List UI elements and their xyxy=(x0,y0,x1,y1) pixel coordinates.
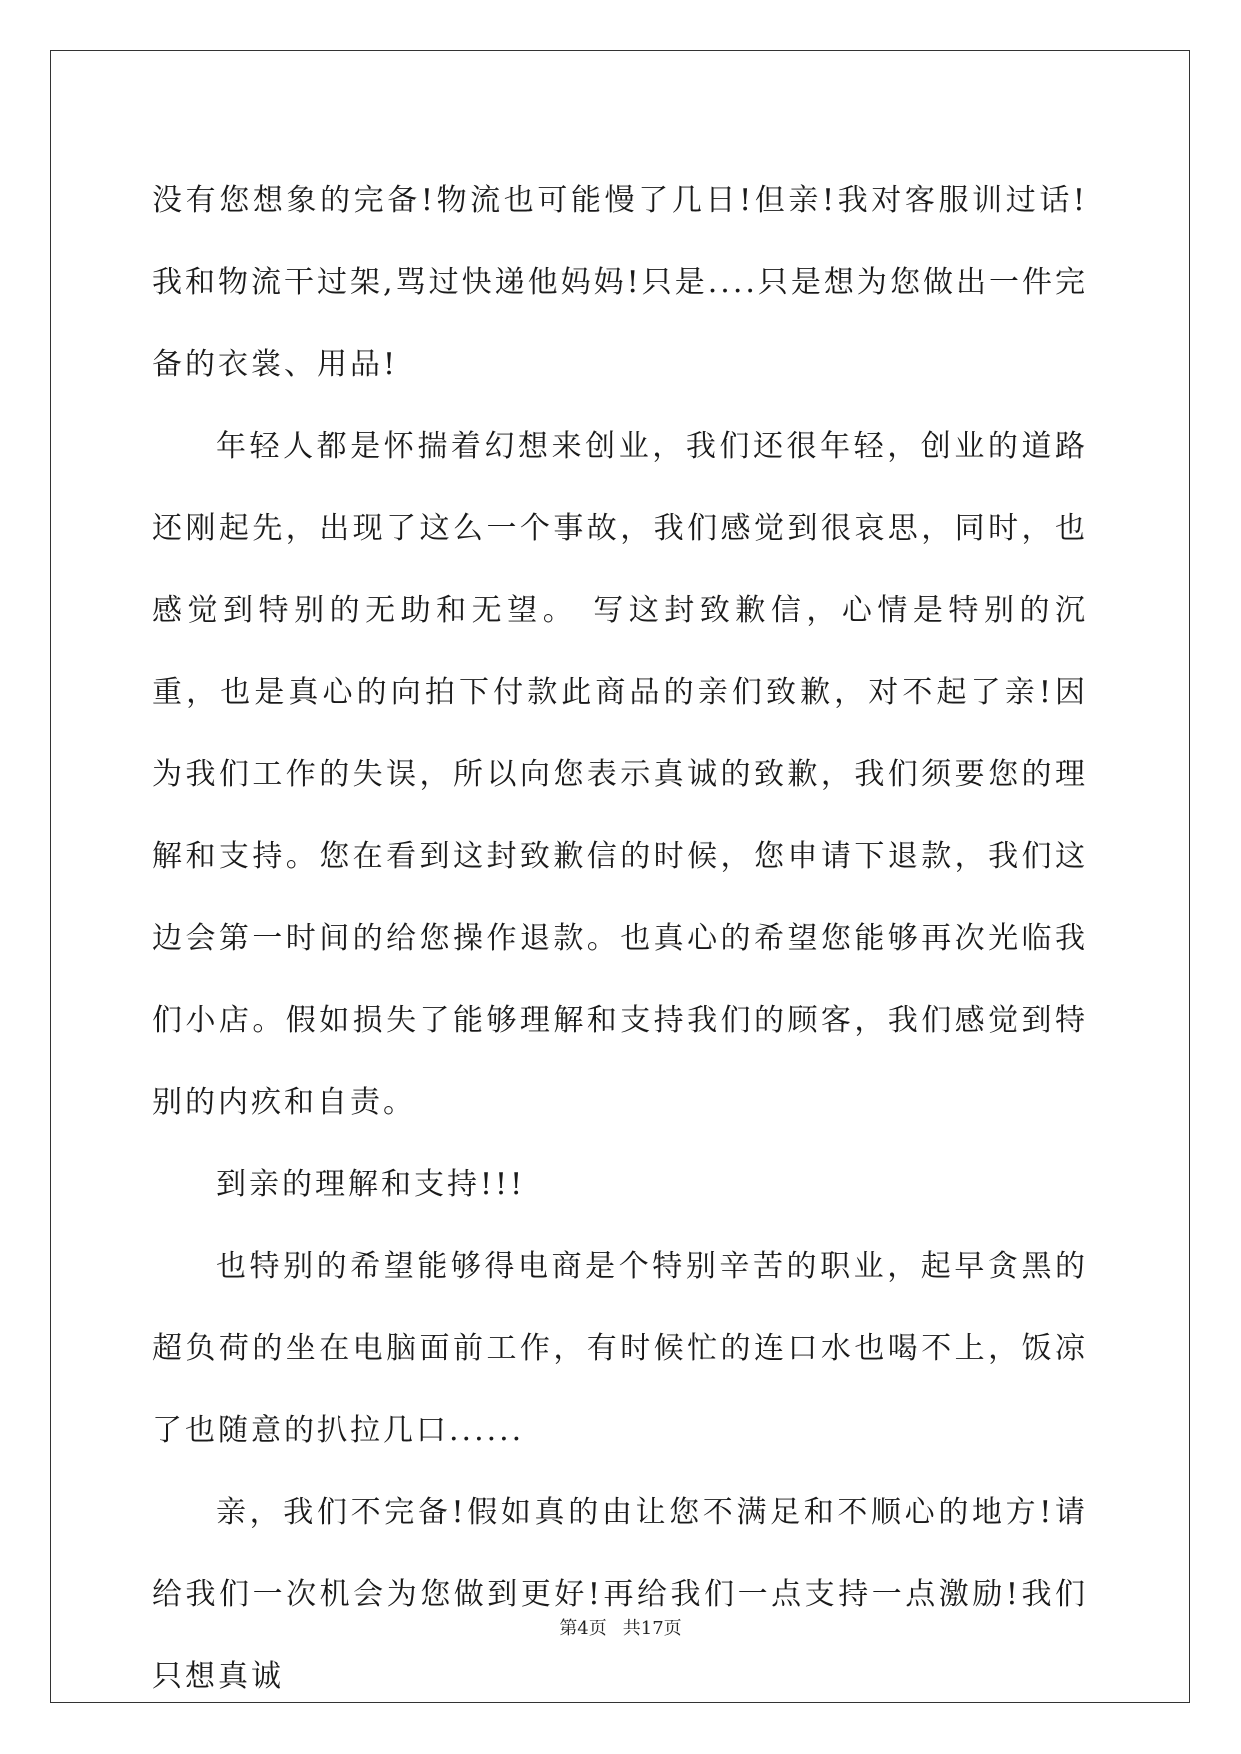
document-body xyxy=(152,160,1088,1718)
paragraph-5: 亲，我们不完备!假如真的由让您不满足和不顺心的地方!请给我们一次机会为您做到更好!再给我们一点支持一点激励!我们只想真诚 xyxy=(152,1495,1088,1694)
paragraph-2: 年轻人都是怀揣着幻想来创业，我们还很年轻，创业的道路还刚起先，出现了这么一个事故，我们感觉到很哀思，同时，也感觉到特别的无助和无望。 写这封致歉信，心情是特别的沉重，也是真心的向拍下付款此商品的亲们致歉，对不起了亲!因为我们工作的失误，所以向您表示真诚的致歉，我们须要您的理解和支持。您在看到这封致歉信的时候，您申请下退款，我们这边会第一时间的给您操作退款。也真心的希望您能够再次光临我们小店。假如损失了能够理解和支持我们的顾客，我们感觉到特别的内疚和自责。 xyxy=(152,429,1088,1120)
paragraph-3: 到亲的理解和支持!!! xyxy=(216,1167,526,1202)
page-total: 共17页 xyxy=(622,1618,682,1639)
paragraph-1: 没有您想象的完备!物流也可能慢了几日!但亲!我对客服训过话!我和物流干过架,骂过快递他妈妈!只是....只是想为您做出一件完备的衣裳、用品! xyxy=(152,183,1088,382)
page-footer xyxy=(0,1617,1241,1641)
page-number: 第4页 xyxy=(559,1618,607,1639)
paragraph-4: 也特别的希望能够得电商是个特别辛苦的职业，起早贪黑的超负荷的坐在电脑面前工作，有时候忙的连口水也喝不上，饭凉了也随意的扒拉几口...... xyxy=(152,1249,1088,1448)
